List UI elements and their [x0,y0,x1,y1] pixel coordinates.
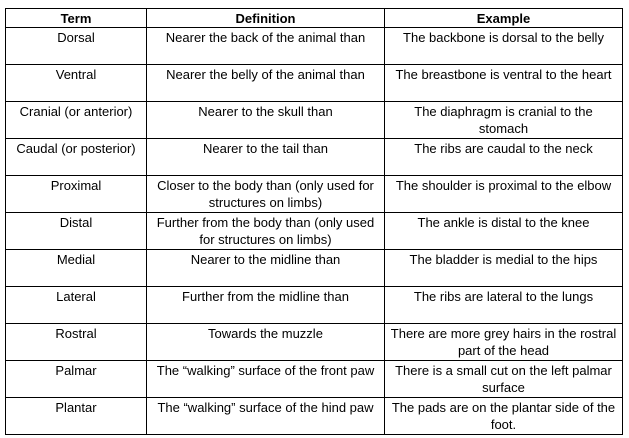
definition-cell: Towards the muzzle [147,324,385,361]
example-cell: The ribs are caudal to the neck [385,139,623,176]
table-row [6,139,623,176]
example-cell: There is a small cut on the left palmar surface [385,361,623,398]
definition-cell: Closer to the body than (only used for structures on limbs) [147,176,385,213]
table-row [6,287,623,324]
header-row [6,9,623,28]
table-row [6,65,623,102]
definition-cell: Further from the body than (only used for structures on limbs) [147,213,385,250]
definition-cell: Nearer to the tail than [147,139,385,176]
term-cell: Ventral [6,65,147,102]
table-row [6,213,623,250]
term-cell: Lateral [6,287,147,324]
table-row [6,102,623,139]
definition-cell: The “walking” surface of the hind paw [147,398,385,435]
example-cell: The backbone is dorsal to the belly [385,28,623,65]
example-cell: There are more grey hairs in the rostral part of the head [385,324,623,361]
example-cell: The pads are on the plantar side of the foot. [385,398,623,435]
definition-cell: Further from the midline than [147,287,385,324]
example-cell: The diaphragm is cranial to the stomach [385,102,623,139]
term-cell: Medial [6,250,147,287]
term-cell: Cranial (or anterior) [6,102,147,139]
table-row [6,324,623,361]
table-row [6,176,623,213]
example-cell: The ankle is distal to the knee [385,213,623,250]
example-cell: The breastbone is ventral to the heart [385,65,623,102]
table-row [6,361,623,398]
example-cell: The bladder is medial to the hips [385,250,623,287]
header-term: Term [6,9,147,28]
definition-cell: Nearer the back of the animal than [147,28,385,65]
term-cell: Proximal [6,176,147,213]
term-cell: Palmar [6,361,147,398]
definition-cell: Nearer to the midline than [147,250,385,287]
header-example: Example [385,9,623,28]
term-cell: Dorsal [6,28,147,65]
example-cell: The shoulder is proximal to the elbow [385,176,623,213]
definition-cell: Nearer the belly of the animal than [147,65,385,102]
term-cell: Plantar [6,398,147,435]
definition-cell: Nearer to the skull than [147,102,385,139]
table-row [6,28,623,65]
header-definition: Definition [147,9,385,28]
term-cell: Caudal (or posterior) [6,139,147,176]
term-cell: Distal [6,213,147,250]
table-row [6,398,623,435]
term-cell: Rostral [6,324,147,361]
definition-cell: The “walking” surface of the front paw [147,361,385,398]
table-row [6,250,623,287]
terms-table-container [5,8,623,435]
example-cell: The ribs are lateral to the lungs [385,287,623,324]
anatomical-terms-table [5,8,623,435]
